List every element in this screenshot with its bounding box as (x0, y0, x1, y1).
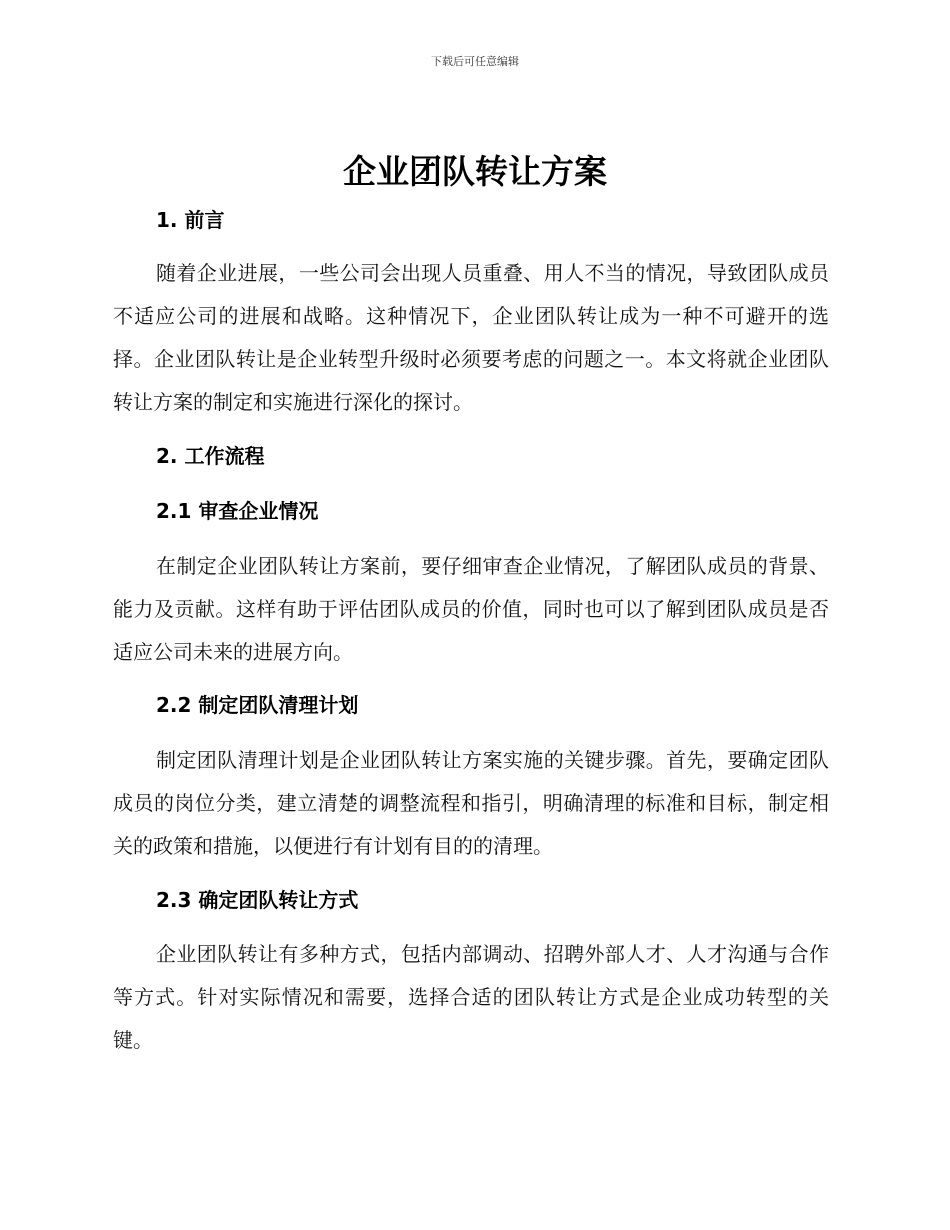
heading-transfer-method: 2.3 确定团队转让方式 (156, 888, 359, 912)
heading-cleanup-plan: 2.2 制定团队清理计划 (156, 693, 359, 717)
paragraph-transfer-method: 企业团队转让有多种方式，包括内部调动、招聘外部人才、人才沟通与合作等方式。针对实际情况和需要，选择合适的团队转让方式是企业成功转型的关键。 (113, 942, 829, 1052)
document-title: 企业团队转让方案 (343, 152, 607, 191)
paragraph-preface: 随着企业进展，一些公司会出现人员重叠、用人不当的情况，导致团队成员不适应公司的进展和战略。这种情况下，企业团队转让成为一种不可避开的选择。企业团队转让是企业转型升级时必须要考虑的问题之一。本文将就企业团队转让方案的制定和实施进行深化的探讨。 (113, 261, 829, 414)
paragraph-review-company: 在制定企业团队转让方案前，要仔细审查企业情况，了解团队成员的背景、能力及贡献。这样有助于评估团队成员的价值，同时也可以了解到团队成员是否适应公司未来的进展方向。 (113, 554, 829, 664)
page-header-note: 下载后可任意编辑 (431, 55, 519, 68)
heading-preface: 1. 前言 (156, 208, 225, 232)
heading-workflow: 2. 工作流程 (156, 444, 265, 468)
paragraph-cleanup-plan: 制定团队清理计划是企业团队转让方案实施的关键步骤。首先，要确定团队成员的岗位分类，建立清楚的调整流程和指引，明确清理的标准和目标，制定相关的政策和措施，以便进行有计划有目的的清理。 (113, 748, 829, 858)
heading-review-company: 2.1 审查企业情况 (156, 499, 319, 523)
